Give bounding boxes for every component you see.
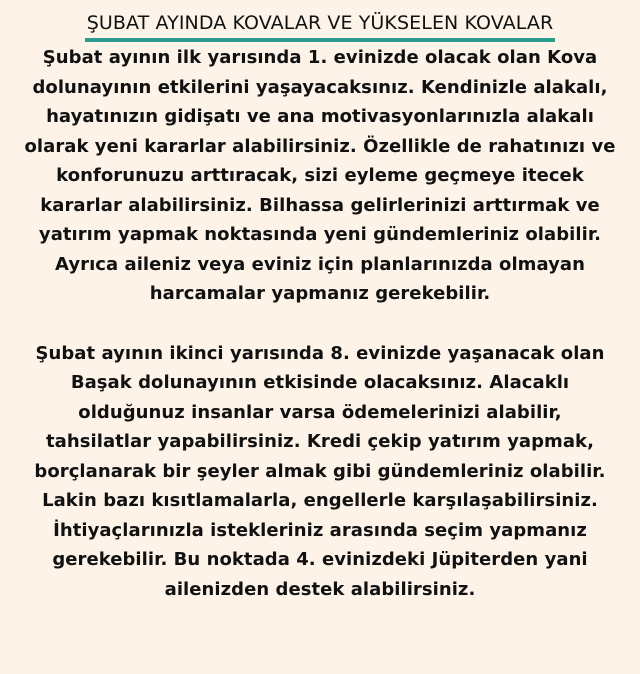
paragraph-line: dolunayının etkilerini yaşayacaksınız. Kendinizle alakalı, [32,76,608,98]
paragraph-spacer [6,309,634,339]
paragraph-line: İhtiyaçlarınızla istekleriniz arasında seçim yapmanız [53,519,587,541]
paragraph-second-half [6,339,634,605]
paragraph-line: yatırım yapmak noktasında yeni gündemleriniz olabilir. [38,224,602,245]
title-block [85,10,556,42]
page-title: ŞUBAT AYINDA KOVALAR VE YÜKSELEN KOVALAR [86,12,554,34]
paragraph-line: Şubat ayının ilk yarısında 1. evinizde olacak olan Kova [42,47,598,68]
paragraph-line: hayatınızın gidişatı ve ana motivasyonlarınızla alakalı [46,106,594,127]
paragraph-line: olduğunuz insanlar varsa ödemelerinizi alabilir, [78,401,562,423]
paragraph-line: olarak yeni kararlar alabilirsiniz. Özellikle de rahatınızı ve [24,135,616,157]
paragraph-line: Ayrıca aileniz veya eviniz için planlarınızda olmayan [55,253,585,275]
paragraph-line: kararlar alabilirsiniz. Bilhassa gelirlerinizi arttırmak ve [40,194,600,216]
paragraph-line: borçlanarak bir şeyler almak gibi gündemleriniz olabilir. [34,460,606,482]
paragraph-line: gerekebilir. Bu noktada 4. evinizdeki Jüpiterden yani [52,549,588,570]
title-underline [85,38,556,42]
paragraph-line: tahsilatlar yapabilirsiniz. Kredi çekip yatırım yapmak, [46,431,594,452]
paragraph-line: konforunuzu arttıracak, sizi eyleme geçmeye itecek [56,165,584,186]
paragraph-line: Lakin bazı kısıtlamalarla, engellerle karşılaşabilirsiniz. [42,490,598,511]
paragraph-line: harcamalar yapmanız gerekebilir. [149,283,491,304]
paragraph-line: ailenizden destek alabilirsiniz. [164,578,476,600]
paragraph-line: Şubat ayının ikinci yarısında 8. evinizde yaşanacak olan [35,342,605,364]
paragraph-line: Başak dolunayının etkisinde olacaksınız. Alacaklı [70,372,570,393]
paragraph-first-half [6,43,634,309]
